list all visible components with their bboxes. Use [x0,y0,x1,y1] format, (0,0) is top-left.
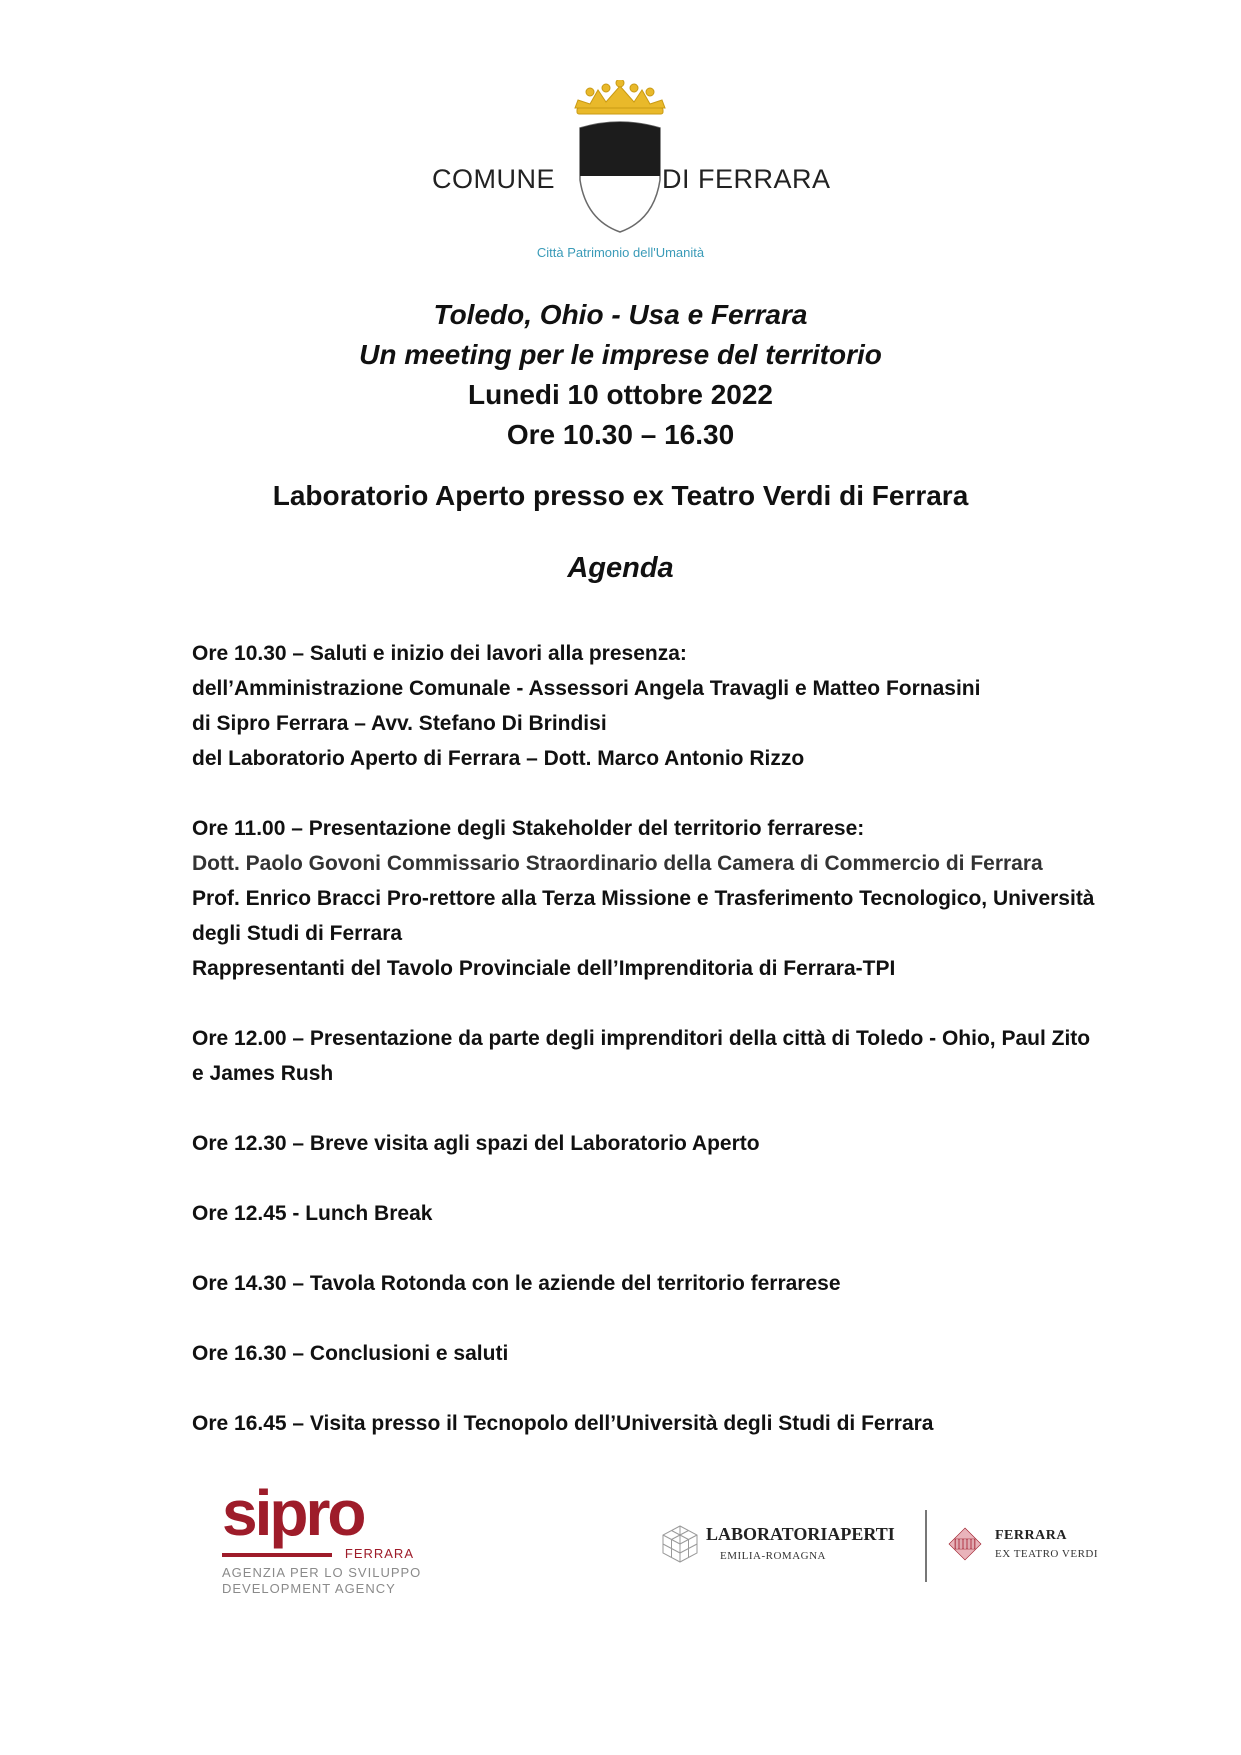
agenda-line: di Sipro Ferrara – Avv. Stefano Di Brindisi [192,712,607,735]
agenda-item [192,811,1132,986]
agenda-item [192,636,1132,776]
agenda-line: Ore 16.30 – Conclusioni e saluti [192,1342,509,1365]
laboratori-aperti-title: LABORATORIAPERTI [706,1524,895,1544]
agenda-line: e James Rush [192,1062,334,1085]
laboratori-aperti-subtitle: EMILIA-ROMAGNA [720,1550,826,1562]
agenda-item [192,1406,1132,1441]
agenda-heading: Agenda [567,552,674,584]
agenda-line: Ore 16.45 – Visita presso il Tecnopolo dell’Università degli Studi di Ferrara [192,1412,934,1435]
agenda-line: degli Studi di Ferrara [192,922,403,945]
sipro-tagline-it: AGENZIA PER LO SVILUPPO [222,1565,422,1580]
sipro-tagline-en: DEVELOPMENT AGENCY [222,1581,396,1596]
agenda-line: Dott. Paolo Govoni Commissario Straordinario della Camera di Commercio di Ferrara [192,852,1043,875]
teatro-verdi-icon [945,1526,985,1562]
event-title: Toledo, Ohio - Usa e Ferrara [433,299,808,330]
agenda-line: Ore 10.30 – Saluti e inizio dei lavori alla presenza: [192,642,687,665]
agenda-line: Ore 12.00 – Presentazione da parte degli imprenditori della città di Toledo - Ohio, Paul Zito [192,1027,1091,1050]
logo-divider [925,1510,927,1582]
teatro-verdi-title: FERRARA [995,1528,1067,1543]
logo-motto: Città Patrimonio dell'Umanità [536,245,705,260]
laboratori-aperti-logo [660,1510,1110,1590]
agenda-line: Prof. Enrico Bracci Pro-rettore alla Terza Missione e Trasferimento Tecnologico, Università [192,887,1095,910]
agenda-item [192,1336,1132,1371]
sipro-logo-wordmark: sipro [222,1477,364,1549]
comune-di-ferrara-logo [0,80,1241,270]
event-title-block [0,295,1241,455]
agenda-line: Ore 11.00 – Presentazione degli Stakeholder del territorio ferrarese: [192,817,865,840]
agenda-item [192,1196,1132,1231]
agenda-line: del Laboratorio Aperto di Ferrara – Dott. Marco Antonio Rizzo [192,747,805,770]
event-date: Lunedi 10 ottobre 2022 [468,379,773,410]
agenda-line: Ore 12.45 - Lunch Break [192,1202,433,1225]
teatro-verdi-subtitle: EX TEATRO VERDI [995,1548,1099,1560]
logo-word-di-ferrara: DI FERRARA [662,164,831,194]
agenda-item [192,1266,1132,1301]
sipro-ferrara-logo [222,1477,422,1600]
agenda-line: Ore 14.30 – Tavola Rotonda con le aziende del territorio ferrarese [192,1272,841,1295]
event-subtitle: Un meeting per le imprese del territorio [359,339,882,370]
agenda-line: Ore 12.30 – Breve visita agli spazi del Laboratorio Aperto [192,1132,760,1155]
cube-grid-icon [660,1524,700,1564]
agenda-list [192,636,1132,1476]
logo-word-comune: COMUNE [432,164,555,194]
event-venue: Laboratorio Aperto presso ex Teatro Verdi di Ferrara [272,480,969,511]
sipro-logo-city: FERRARA [344,1546,414,1561]
agenda-item [192,1021,1132,1091]
event-time: Ore 10.30 – 16.30 [506,419,735,450]
agenda-item [192,1126,1132,1161]
agenda-line: dell’Amministrazione Comunale - Assessori Angela Travagli e Matteo Fornasini [192,677,981,700]
sipro-logo-bar [222,1553,332,1557]
agenda-line: Rappresentanti del Tavolo Provinciale dell’Imprenditoria di Ferrara-TPI [192,957,896,980]
